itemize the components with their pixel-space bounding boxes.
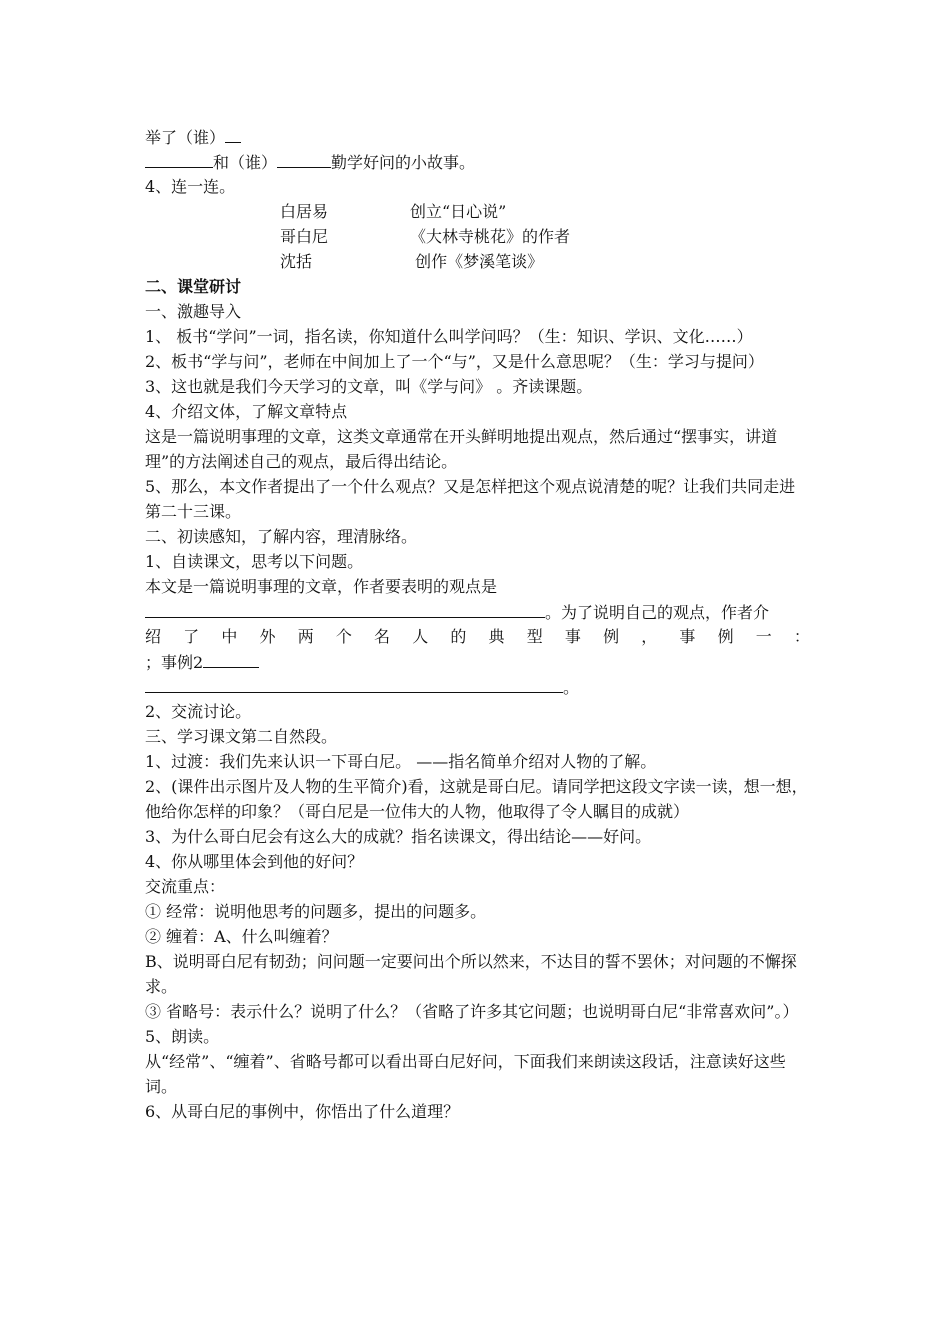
match-left: 沈括 bbox=[280, 252, 313, 271]
char: 外 bbox=[259, 627, 276, 646]
blank bbox=[145, 599, 545, 618]
paragraph: 1、 板书“学问”一词，指名读，你知道什么叫学问吗？（生：知识、学识、文化……） bbox=[145, 327, 753, 346]
line-1 bbox=[145, 124, 810, 149]
match-left: 白居易 bbox=[280, 202, 329, 221]
match-right: 创立“日心说” bbox=[410, 202, 507, 221]
text: ；事例2 bbox=[145, 653, 204, 672]
blank bbox=[145, 674, 563, 693]
match-right: 《大林寺桃花》的作者 bbox=[410, 227, 571, 246]
char: ， bbox=[641, 627, 658, 646]
paragraph: 1、自读课文，思考以下问题。 bbox=[145, 552, 364, 571]
fill-line bbox=[145, 599, 810, 624]
paragraph: 5、那么，本文作者提出了一个什么观点？又是怎样把这个观点说清楚的呢？让我们共同走进第二十三课。 bbox=[145, 477, 796, 521]
text: 和（谁） bbox=[213, 153, 278, 172]
paragraph: 这是一篇说明事理的文章，这类文章通常在开头鲜明地提出观点，然后通过“摆事实，讲道理”的方法阐述自己的观点，最后得出结论。 bbox=[145, 427, 778, 471]
fill-line bbox=[145, 674, 810, 699]
paragraph: 三、学习课文第二自然段。 bbox=[145, 727, 338, 746]
char: 一 bbox=[755, 627, 772, 646]
char: 绍 bbox=[145, 627, 162, 646]
text: 勤学好问的小故事。 bbox=[331, 153, 476, 172]
text: 举了（谁） bbox=[145, 128, 226, 147]
char: 中 bbox=[221, 627, 238, 646]
match-row-2 bbox=[145, 224, 810, 249]
paragraph: 3、为什么哥白尼会有这么大的成就？指名读课文，得出结论——好问。 bbox=[145, 827, 652, 846]
paragraph: B、说明哥白尼有韧劲；问问题一定要问出个所以然来，不达目的誓不罢休；对问题的不懈探求。 bbox=[145, 952, 797, 996]
char: 了 bbox=[183, 627, 200, 646]
paragraph: 本文是一篇说明事理的文章，作者要表明的观点是 bbox=[145, 577, 498, 596]
fill-line bbox=[145, 649, 810, 674]
paragraph: 6、从哥白尼的事例中，你悟出了什么道理？ bbox=[145, 1102, 460, 1121]
spread-line bbox=[145, 624, 810, 649]
paragraph: 4、介绍文体，了解文章特点 bbox=[145, 402, 348, 421]
blank bbox=[203, 649, 259, 668]
char: 名 bbox=[374, 627, 391, 646]
paragraph: 1、过渡：我们先来认识一下哥白尼。 ——指名简单介绍对人物的了解。 bbox=[145, 752, 657, 771]
blank bbox=[225, 124, 241, 143]
char: 人 bbox=[412, 627, 429, 646]
paragraph: 5、朗读。 bbox=[145, 1027, 220, 1046]
line-3: 4、连一连。 bbox=[145, 177, 236, 196]
char: 两 bbox=[297, 627, 314, 646]
char: 事 bbox=[679, 627, 696, 646]
document-page bbox=[145, 124, 810, 1124]
paragraph: 2、(课件出示图片及人物的生平简介)看，这就是哥白尼。请同学把这段文字读一读，想一想，他给你怎样的印象？（哥白尼是一位伟大的人物，他取得了令人瞩目的成就） bbox=[145, 777, 808, 821]
blank bbox=[277, 149, 331, 168]
paragraph: ③ 省略号：表示什么？说明了什么？（省略了许多其它问题；也说明哥白尼“非常喜欢问”。） bbox=[145, 1002, 799, 1021]
char: 事 bbox=[564, 627, 581, 646]
char: 例 bbox=[717, 627, 734, 646]
char: 型 bbox=[526, 627, 543, 646]
blank bbox=[145, 149, 213, 168]
paragraph: ② 缠着：A、什么叫缠着？ bbox=[145, 927, 338, 946]
paragraph: 二、初读感知，了解内容，理清脉络。 bbox=[145, 527, 418, 546]
char: 典 bbox=[488, 627, 505, 646]
paragraph: 3、这也就是我们今天学习的文章，叫《学与问》 。齐读课题。 bbox=[145, 377, 593, 396]
paragraph: 交流重点： bbox=[145, 877, 226, 896]
section-heading: 二、课堂研讨 bbox=[145, 277, 242, 296]
match-row-3 bbox=[145, 249, 810, 274]
line-2 bbox=[145, 149, 810, 174]
text: 。为了说明自己的观点，作者介 bbox=[545, 603, 770, 622]
char: 的 bbox=[450, 627, 467, 646]
char: ： bbox=[793, 627, 810, 646]
paragraph: 2、板书“学与问”，老师在中间加上了一个“与”，又是什么意思呢？（生：学习与提问） bbox=[145, 352, 764, 371]
paragraph: 2、交流讨论。 bbox=[145, 702, 252, 721]
match-row-1 bbox=[145, 199, 810, 224]
match-right: 创作《梦溪笔谈》 bbox=[410, 252, 544, 271]
paragraph: ① 经常：说明他思考的问题多，提出的问题多。 bbox=[145, 902, 487, 921]
paragraph: 4、你从哪里体会到他的好问？ bbox=[145, 852, 364, 871]
match-left: 哥白尼 bbox=[280, 227, 329, 246]
paragraph: 一、激趣导入 bbox=[145, 302, 242, 321]
char: 例 bbox=[603, 627, 620, 646]
text: 。 bbox=[563, 678, 580, 697]
char: 个 bbox=[335, 627, 352, 646]
paragraph: 从“经常”、“缠着”、省略号都可以看出哥白尼好问，下面我们来朗读这段话，注意读好这些词。 bbox=[145, 1052, 786, 1096]
